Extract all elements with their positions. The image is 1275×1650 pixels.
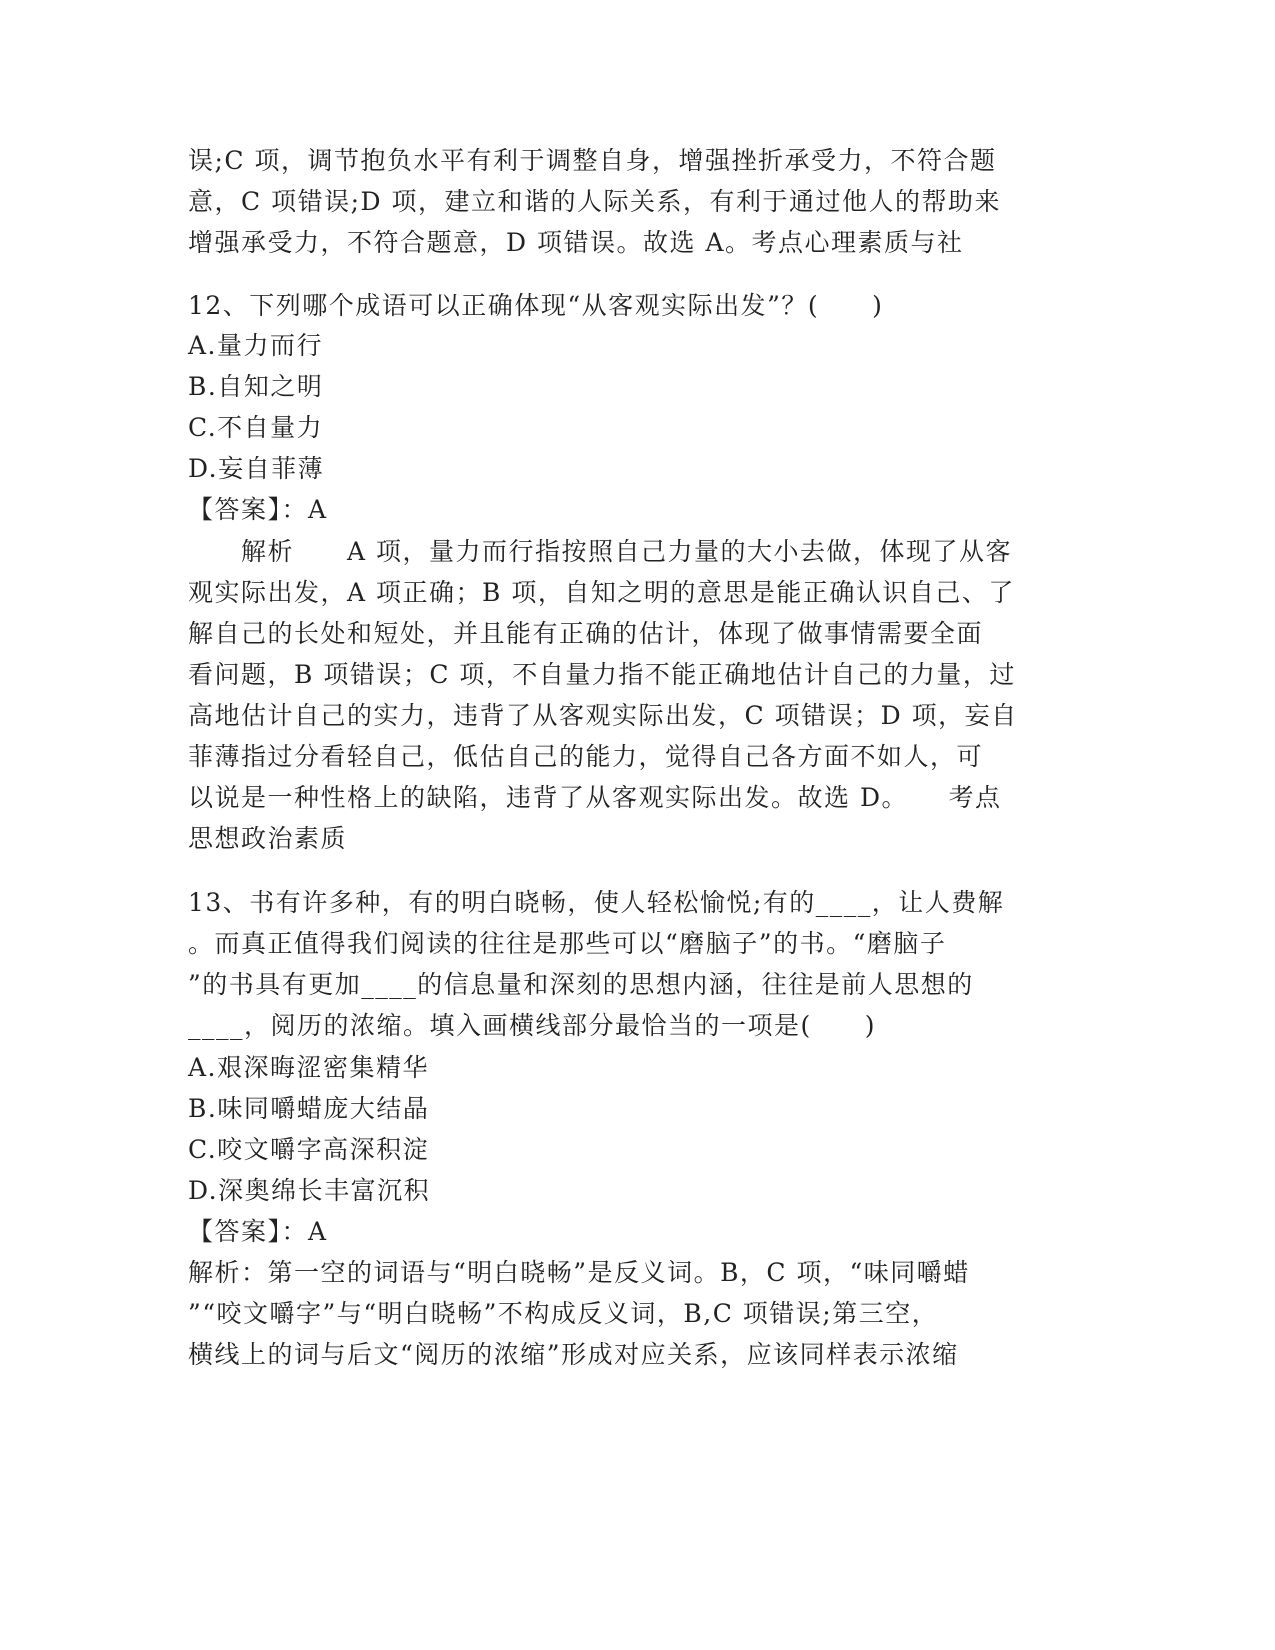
prev-analysis-line: 增强承受力，不符合题意，D 项错误。故选 A。考点心理素质与社 [188,228,964,257]
q12-question: 12、下列哪个成语可以正确体现“从客观实际出发”？( ) [188,291,884,320]
q12-answer: 【答案】：A [188,495,328,524]
q13-answer: 【答案】：A [188,1217,328,1246]
q12-analysis-line: 观实际出发，A 项正确；B 项，自知之明的意思是能正确认识自己、了 [188,578,1015,607]
q12-analysis-line: 以说是一种性格上的缺陷，违背了从客观实际出发。故选 D。 考点 [188,783,1002,812]
q13-analysis-line: 横线上的词与后文“阅历的浓缩”形成对应关系，应该同样表示浓缩 [188,1340,959,1369]
prev-analysis-line: 意，C 项错误;D 项，建立和谐的人际关系，有利于通过他人的帮助来 [188,187,1001,216]
q13-question-line: ”的书具有更加____的信息量和深刻的思想内涵，往往是前人思想的 [188,970,974,999]
q12-analysis-line: 解自己的长处和短处，并且能有正确的估计，体现了做事情需要全面 [188,619,984,648]
q13-option-c: C.咬文嚼字高深积淀 [188,1135,430,1164]
q12-option-c: C.不自量力 [188,413,324,442]
q12-analysis-line: 解析 A 项，量力而行指按照自己力量的大小去做，体现了从客 [188,537,1013,566]
q12-analysis-line: 菲薄指过分看轻自己，低估自己的能力，觉得自己各方面不如人，可 [188,742,984,771]
q13-analysis-line: 解析：第一空的词语与“明白晓畅”是反义词。B，C 项，“味同嚼蜡 [188,1258,970,1287]
q13-question-line: ____，阅历的浓缩。填入画横线部分最恰当的一项是( ) [188,1011,877,1040]
q13-question-line: 。而真正值得我们阅读的往往是那些可以“磨脑子”的书。“磨脑子 [188,929,947,958]
q12-option-b: B.自知之明 [188,372,324,401]
q13-question-line: 13、书有许多种，有的明白晓畅，使人轻松愉悦;有的____，让人费解 [188,888,1005,917]
q13-option-b: B.味同嚼蜡庞大结晶 [188,1094,430,1123]
q13-analysis-line: ”“咬文嚼字”与“明白晓畅”不构成反义词，B,C 项错误;第三空， [188,1299,939,1328]
q12-analysis-line: 看问题，B 项错误；C 项，不自量力指不能正确地估计自己的力量，过 [188,660,1016,689]
q12-option-a: A.量力而行 [188,331,324,360]
q12-analysis-line: 思想政治素质 [188,824,348,853]
q13-option-d: D.深奥绵长丰富沉积 [188,1176,431,1205]
q13-option-a: A.艰深晦涩密集精华 [188,1053,430,1082]
q12-analysis-line: 高地估计自己的实力，违背了从客观实际出发，C 项错误；D 项，妄自 [188,701,1018,730]
prev-analysis-line: 误;C 项，调节抱负水平有利于调整自身，增强挫折承受力，不符合题 [188,146,997,175]
q12-option-d: D.妄自菲薄 [188,454,325,483]
